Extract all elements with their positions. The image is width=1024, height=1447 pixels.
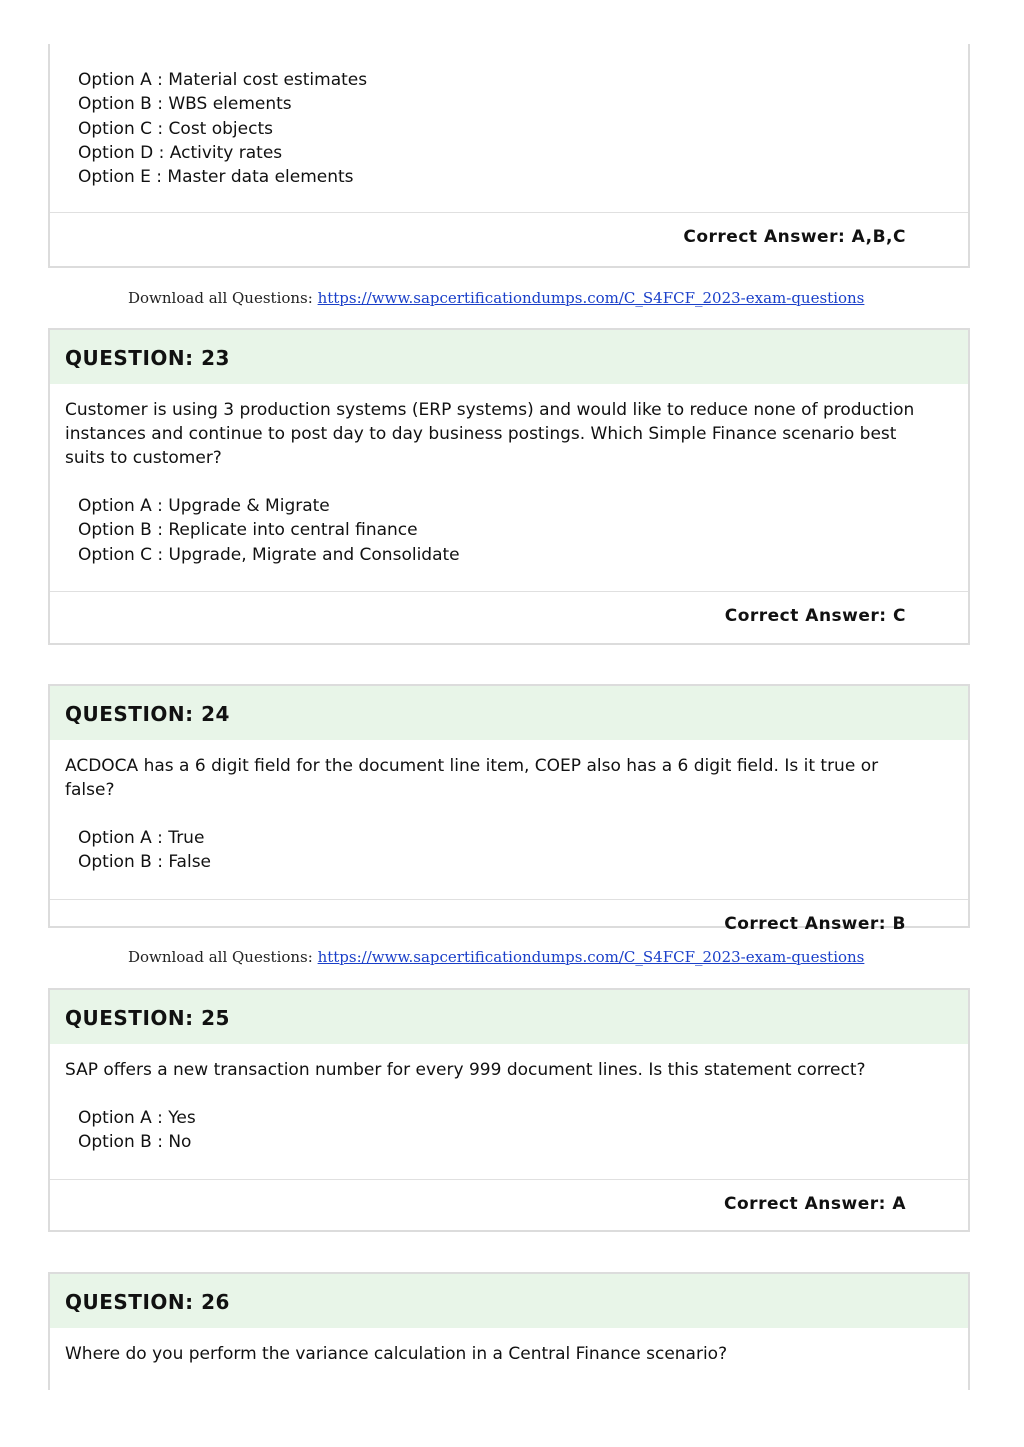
question-title: QUESTION: 23	[50, 330, 968, 384]
options-list	[50, 470, 968, 591]
question-title: QUESTION: 24	[50, 686, 968, 740]
option-a: Option A : Yes	[78, 1108, 196, 1128]
download-link[interactable]: https://www.sapcertificationdumps.com/C_S4FCF_2023-exam-questions	[317, 948, 865, 966]
question-text: ACDOCA has a 6 digit field for the document line item, COEP also has a 6 digit field. Is it true or false?	[65, 756, 879, 800]
option-b: Option B : Replicate into central finance	[78, 520, 418, 541]
option-a: Option A : Upgrade & Migrate	[78, 496, 330, 516]
option-b: Option B : False	[78, 852, 212, 873]
question-text: Where do you perform the variance calculation in a Central Finance scenario?	[65, 1344, 728, 1364]
option-e: Option E : Master data elements	[78, 167, 354, 188]
question-title: QUESTION: 25	[50, 990, 968, 1044]
question-title: QUESTION: 26	[50, 1274, 968, 1328]
download-line	[128, 948, 864, 966]
option-d: Option D : Activity rates	[78, 142, 283, 163]
download-label: Download all Questions:	[128, 289, 313, 307]
answer-value: B	[892, 914, 906, 934]
options-list	[50, 44, 968, 189]
answer-value: A	[892, 1194, 906, 1214]
option-b: Option B : No	[78, 1132, 192, 1153]
question-text: Customer is using 3 production systems (ERP systems) and would like to reduce none of production instances and continue to post day to day business postings. Which Simple Finance scenario best suits to customer?	[65, 400, 915, 468]
option-c: Option C : Cost objects	[78, 118, 273, 139]
question-card-25	[48, 988, 970, 1232]
download-label: Download all Questions:	[128, 948, 313, 966]
answer-value: A,B,C	[851, 227, 906, 247]
answer-label: Correct Answer:	[683, 227, 846, 247]
answer-label: Correct Answer:	[724, 606, 887, 626]
question-card-23	[48, 328, 970, 645]
answer-value: C	[893, 606, 906, 626]
correct-answer	[50, 212, 968, 263]
download-link[interactable]: https://www.sapcertificationdumps.com/C_S4FCF_2023-exam-questions	[317, 289, 865, 307]
answer-label: Correct Answer:	[724, 914, 887, 934]
question-text: SAP offers a new transaction number for every 999 document lines. Is this statement correct?	[65, 1060, 866, 1080]
question-card-24	[48, 684, 970, 934]
option-b: Option B : WBS elements	[78, 94, 292, 115]
question-card-26	[48, 1272, 970, 1390]
option-c: Option C : Upgrade, Migrate and Consolidate	[78, 544, 460, 565]
correct-answer	[50, 1179, 968, 1230]
question-card-22	[48, 44, 970, 268]
correct-answer	[50, 899, 968, 950]
answer-label: Correct Answer:	[724, 1194, 886, 1214]
option-a: Option A : True	[78, 828, 205, 848]
download-line	[128, 289, 864, 307]
option-a: Option A : Material cost estimates	[78, 70, 368, 90]
correct-answer	[50, 591, 968, 642]
options-list	[50, 802, 968, 899]
options-list	[50, 1082, 968, 1179]
